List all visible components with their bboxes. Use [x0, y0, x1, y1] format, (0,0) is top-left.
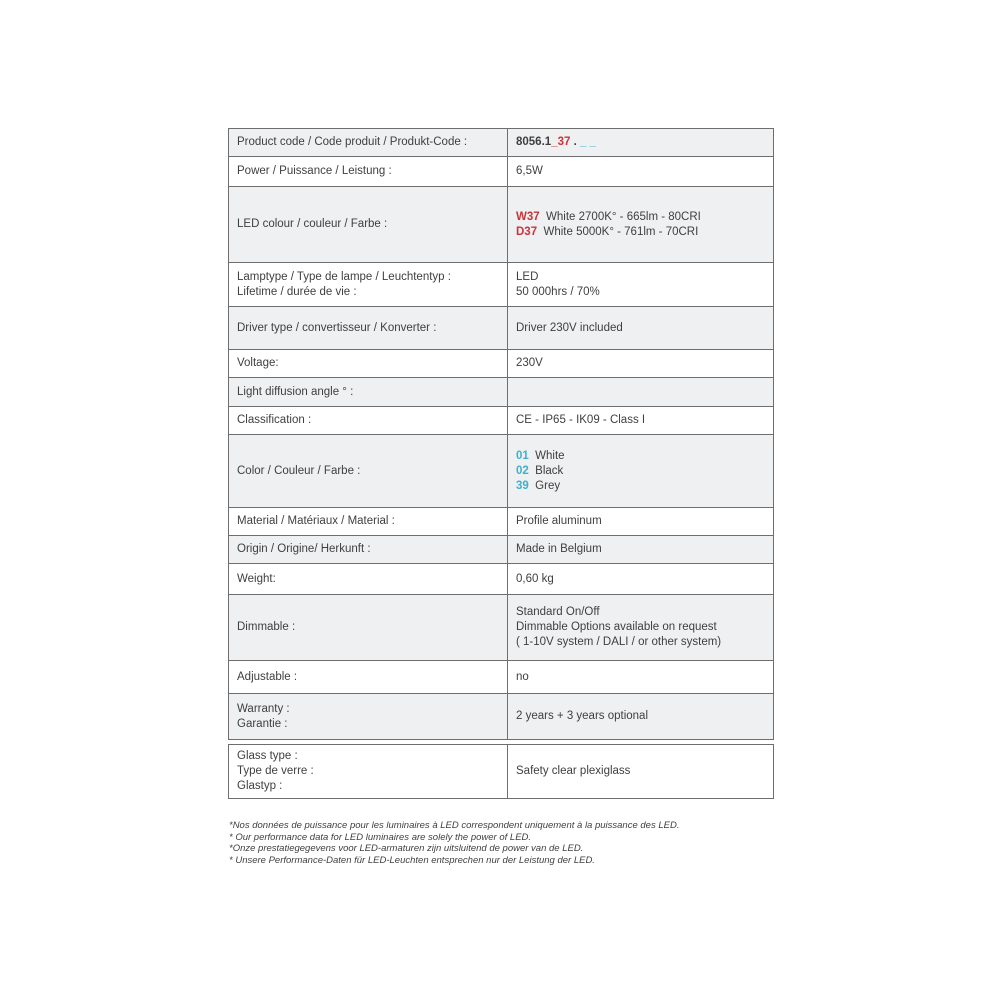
label-line: Color / Couleur / Farbe :: [237, 464, 361, 477]
label-line: Origin / Origine/ Herkunft :: [237, 543, 371, 555]
value-segment: 39: [516, 479, 529, 492]
spec-value-cell: [508, 187, 774, 263]
value-line: [516, 135, 767, 150]
spec-value-cell: [508, 307, 774, 350]
label-line: Lamptype / Type de lampe / Leuchtentyp :: [237, 270, 451, 283]
value-line: [516, 620, 767, 635]
label-line: Adjustable :: [237, 670, 298, 683]
value-line: [516, 464, 767, 479]
spec-label-cell: [228, 307, 508, 350]
label-line: LED colour / couleur / Farbe :: [237, 218, 388, 230]
value-segment: Made in Belgium: [516, 543, 602, 555]
value-line: [516, 572, 767, 587]
spec-value-cell: [508, 407, 774, 435]
value-segment: _37: [551, 136, 571, 148]
spec-row: [228, 128, 774, 157]
value-segment: 0,60 kg: [516, 572, 554, 585]
value-line: [516, 709, 767, 724]
label-line: Power / Puissance / Leistung :: [237, 165, 392, 177]
value-segment: _ _: [579, 136, 596, 148]
value-segment: .: [570, 136, 580, 148]
value-line: [516, 285, 767, 300]
label-line: Product code / Code produit / Produkt-Code :: [237, 136, 468, 148]
value-line: [516, 210, 767, 225]
value-line: [516, 356, 767, 371]
footnote-fr: *Nos données de puissance pour les luminaires à LED correspondent uniquement à la puissance des LED.: [229, 820, 680, 831]
footnote-en: * Our performance data for LED luminaires are solely the power of LED.: [229, 831, 532, 843]
value-segment: 230V: [516, 357, 543, 369]
footnotes: [229, 820, 789, 867]
spec-label-cell: [228, 157, 508, 187]
spec-label-cell: [228, 595, 508, 661]
spec-label-cell: [228, 378, 508, 407]
spec-value-cell: [508, 435, 774, 508]
spec-label-cell: [228, 661, 508, 694]
value-line: [516, 514, 767, 529]
label-line: Type de verre :: [237, 765, 314, 777]
label-line: Classification :: [237, 414, 312, 426]
label-line: Voltage:: [237, 357, 279, 369]
value-segment: 6,5W: [516, 165, 543, 177]
label-line: Lifetime / durée de vie :: [237, 285, 357, 298]
spec-value-cell: [508, 744, 774, 799]
value-segment: White 5000K° - 761lm - 70CRI: [537, 225, 699, 238]
value-line: [516, 670, 767, 685]
spec-row: [228, 595, 774, 661]
footnote-de: * Unsere Performance-Daten für LED-Leuchten entsprechen nur der Leistung der LED.: [229, 855, 595, 867]
spec-row: [228, 435, 774, 508]
spec-row: [228, 187, 774, 263]
spec-value-cell: [508, 536, 774, 564]
spec-label-cell: [228, 187, 508, 263]
value-line: [516, 479, 767, 494]
spec-value-cell: [508, 508, 774, 536]
spec-value-cell: [508, 595, 774, 661]
spec-label-cell: [228, 435, 508, 508]
label-line: Glass type :: [237, 750, 298, 762]
value-segment: CE - IP65 - IK09 - Class I: [516, 414, 646, 426]
spec-row: [228, 744, 774, 799]
value-segment: Driver 230V included: [516, 321, 623, 334]
value-segment: Profile aluminum: [516, 515, 602, 527]
spec-row: [228, 694, 774, 740]
value-segment: Grey: [528, 479, 561, 492]
spec-value-cell: [508, 263, 774, 307]
spec-row: [228, 661, 774, 694]
value-segment: ( 1-10V system / DALI / or other system): [516, 636, 722, 648]
spec-value-cell: [508, 694, 774, 740]
value-segment: Black: [528, 464, 564, 477]
value-line: [516, 542, 767, 557]
spec-row: [228, 350, 774, 378]
spec-row: [228, 263, 774, 307]
value-line: [516, 321, 767, 336]
value-line: [516, 270, 767, 285]
spec-label-cell: [228, 694, 508, 740]
spec-label-cell: [228, 407, 508, 435]
value-line: [516, 605, 767, 620]
label-line: Garantie :: [237, 717, 288, 730]
value-segment: no: [516, 670, 529, 683]
value-segment: D37: [516, 225, 538, 238]
label-line: Dimmable :: [237, 621, 296, 633]
spec-label-cell: [228, 350, 508, 378]
value-segment: 50 000hrs / 70%: [516, 285, 600, 298]
value-line: [516, 449, 767, 464]
footnote-nl: *Onze prestatiegegevens voor LED-armaturen zijn uitsluitend de power van de LED.: [229, 843, 584, 855]
spec-label-cell: [228, 128, 508, 157]
label-line: Warranty :: [237, 702, 290, 715]
label-line: Material / Matériaux / Material :: [237, 515, 395, 527]
spec-row: [228, 508, 774, 536]
spec-row: [228, 157, 774, 187]
value-line: [516, 164, 767, 179]
spec-row: [228, 307, 774, 350]
value-line: [516, 225, 767, 240]
value-segment: Standard On/Off: [516, 606, 600, 618]
spec-row: [228, 407, 774, 435]
spec-label-cell: [228, 564, 508, 595]
value-segment: 8056.1: [516, 136, 552, 148]
spec-label-cell: [228, 508, 508, 536]
spec-label-cell: [228, 263, 508, 307]
value-line: [516, 635, 767, 650]
value-line: [516, 413, 767, 428]
value-segment: White 2700K° - 665lm - 80CRI: [539, 210, 701, 223]
value-segment: W37: [516, 210, 540, 223]
label-line: Weight:: [237, 572, 276, 585]
spec-table: [228, 128, 774, 799]
spec-row: [228, 378, 774, 407]
value-segment: 2 years + 3 years optional: [516, 710, 649, 722]
spec-value-cell: [508, 128, 774, 157]
label-line: Glastyp :: [237, 780, 283, 792]
value-segment: 01: [516, 449, 529, 462]
value-segment: White: [528, 449, 565, 462]
value-segment: LED: [516, 270, 539, 283]
label-line: Light diffusion angle ° :: [237, 385, 354, 398]
value-segment: Dimmable Options available on request: [516, 621, 717, 633]
spec-value-cell: [508, 661, 774, 694]
label-line: Driver type / convertisseur / Konverter :: [237, 321, 437, 334]
spec-row: [228, 564, 774, 595]
spec-value-cell: [508, 564, 774, 595]
value-line: [516, 764, 767, 779]
value-segment: Safety clear plexiglass: [516, 765, 631, 777]
product-spec-table: [228, 128, 774, 799]
spec-value-cell: [508, 157, 774, 187]
spec-row: [228, 536, 774, 564]
spec-label-cell: [228, 744, 508, 799]
spec-label-cell: [228, 536, 508, 564]
spec-value-cell: [508, 378, 774, 407]
spec-value-cell: [508, 350, 774, 378]
value-segment: 02: [516, 464, 529, 477]
